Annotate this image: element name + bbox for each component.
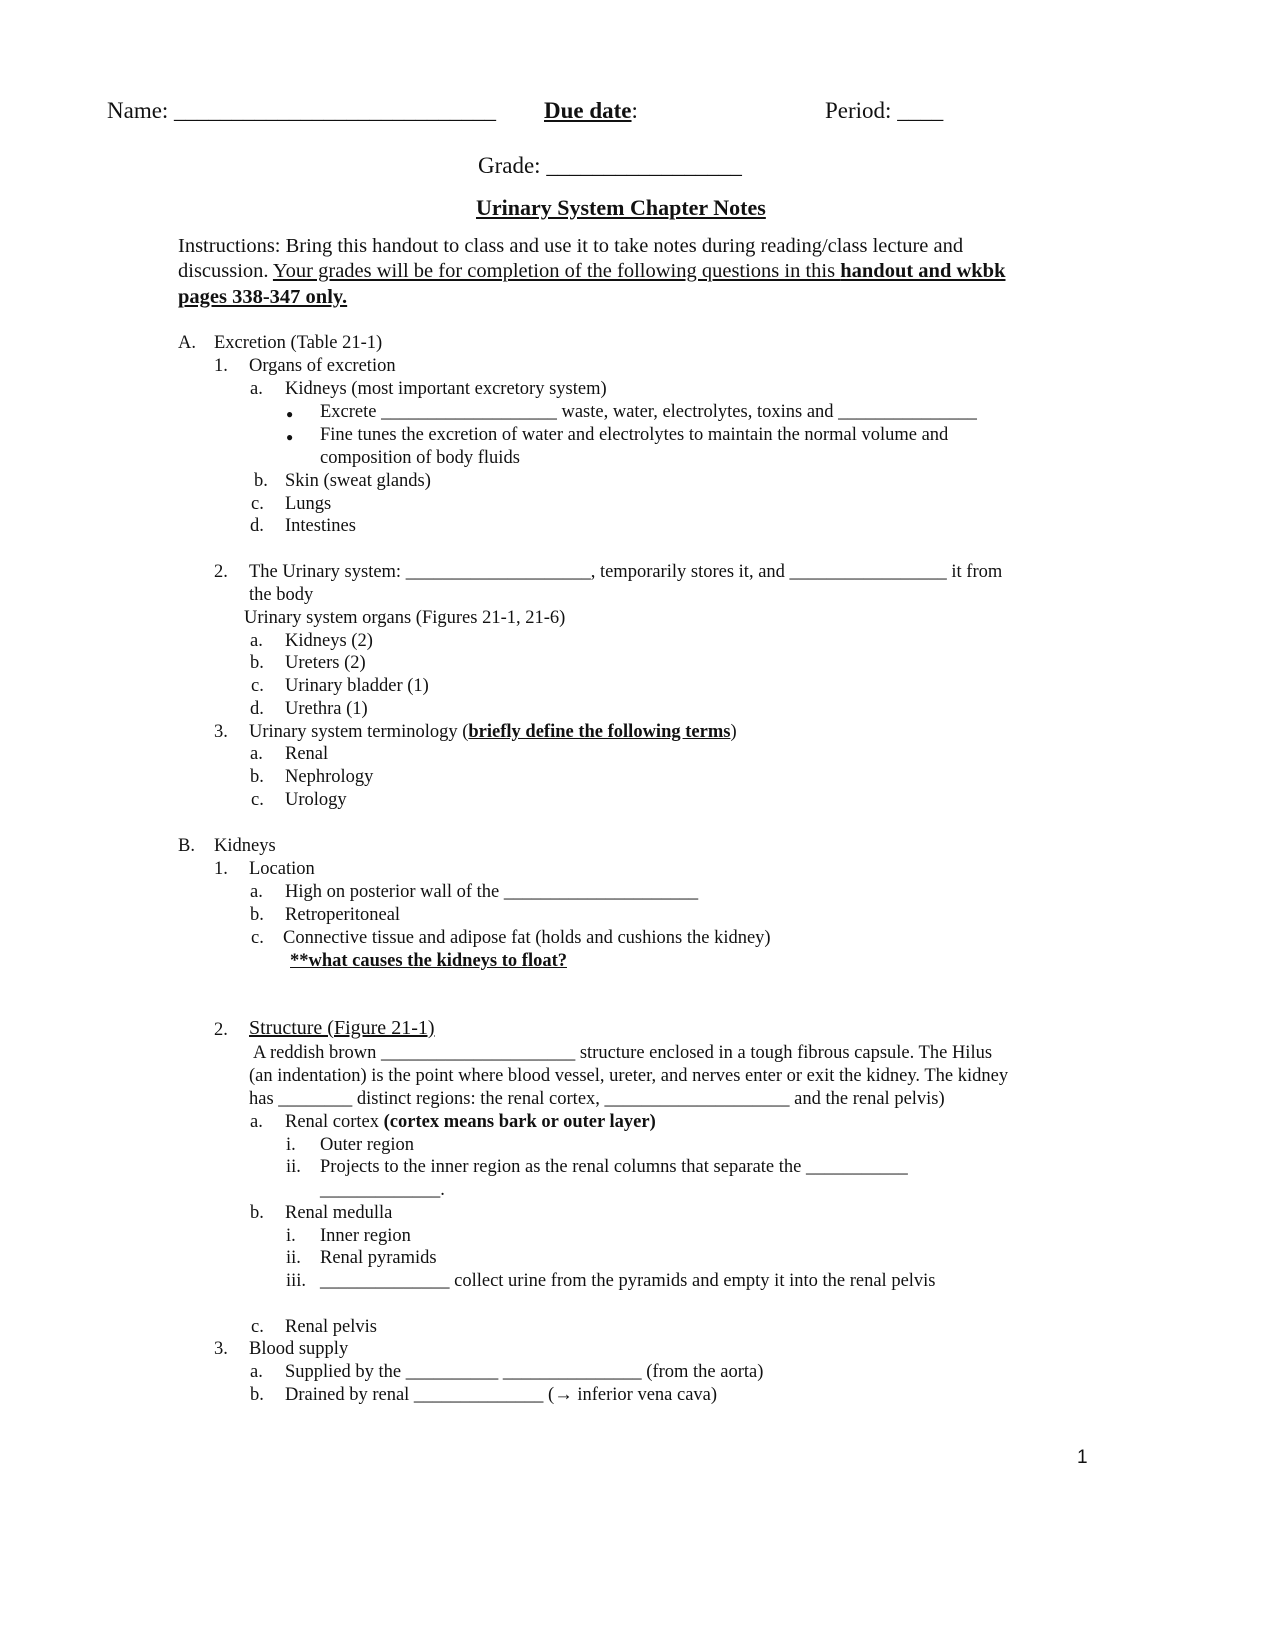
list-item: ______________ collect urine from the pyramids and empty it into the renal pelvis	[320, 1271, 936, 1291]
item-marker: i.	[286, 1226, 296, 1246]
due-date-colon: :	[631, 98, 638, 123]
location-heading: Location	[249, 859, 315, 879]
renal-cortex-definition: (cortex means bark or outer layer)	[383, 1112, 656, 1132]
list-item: Renal pelvis	[285, 1317, 377, 1337]
item-marker: 1.	[214, 859, 228, 879]
list-item: Ureters (2)	[285, 653, 366, 673]
item-marker: iii.	[286, 1271, 307, 1291]
item-marker: i.	[286, 1135, 296, 1155]
item-marker: ii.	[286, 1248, 301, 1268]
item-marker: d.	[250, 516, 264, 536]
list-item: Urology	[285, 790, 347, 810]
page-title: Urinary System Chapter Notes	[476, 195, 766, 220]
bullet-item: Fine tunes the excretion of water and electrolytes to maintain the normal volume and	[320, 425, 949, 445]
blood-supply-heading: Blood supply	[249, 1339, 349, 1359]
item-marker: c.	[251, 1317, 264, 1337]
list-item: Inner region	[320, 1226, 411, 1246]
bullet-item: Excrete ___________________ waste, water, electrolytes, toxins and _______________	[320, 402, 977, 422]
item-marker: 3.	[214, 722, 228, 742]
item-marker: a.	[250, 1362, 263, 1382]
item-marker: c.	[251, 676, 264, 696]
urinary-organs-heading: Urinary system organs (Figures 21-1, 21-6)	[244, 608, 566, 628]
organs-of-excretion-heading: Organs of excretion	[249, 356, 396, 376]
item-marker: a.	[250, 1112, 263, 1132]
list-item: Lungs	[285, 494, 332, 514]
list-item: Kidneys (2)	[285, 631, 373, 651]
item-marker: ii.	[286, 1157, 301, 1177]
instructions-bold: handout and wkbk	[840, 260, 1006, 282]
instructions-line-1: Instructions: Bring this handout to class and use it to take notes during reading/class lecture and	[178, 235, 964, 257]
list-item-continuation: _____________.	[320, 1180, 445, 1200]
list-item: Renal	[285, 744, 329, 764]
item-marker: b.	[254, 471, 268, 491]
list-item: Supplied by the __________ _______________ (from the aorta)	[285, 1362, 764, 1382]
bullet-icon: ●	[286, 430, 294, 444]
name-field-label: Name: ____________________________	[107, 98, 497, 123]
terminology-heading	[249, 722, 737, 743]
period-field-label: Period: ____	[825, 98, 944, 123]
instructions-underlined: Your grades will be for completion of the following questions in this	[272, 260, 841, 282]
list-item: Urethra (1)	[285, 699, 368, 719]
list-item: Retroperitoneal	[285, 905, 401, 925]
due-date-label	[544, 98, 638, 124]
item-marker: a.	[250, 744, 263, 764]
item-marker: b.	[250, 905, 264, 925]
list-item: Connective tissue and adipose fat (holds and cushions the kidney)	[283, 928, 771, 948]
list-item: Intestines	[285, 516, 356, 536]
section-b-title: Kidneys	[214, 836, 276, 856]
list-item: Drained by renal ______________ (→ inferior vena cava)	[285, 1385, 718, 1405]
item-marker: 2.	[214, 1020, 228, 1040]
item-marker: b.	[250, 1385, 264, 1405]
instructions-plain: discussion.	[178, 260, 273, 282]
grade-field-label: Grade: _________________	[478, 153, 742, 178]
section-a-title: Excretion (Table 21-1)	[214, 333, 383, 353]
item-marker: d.	[250, 699, 264, 719]
item-marker: b.	[250, 767, 264, 787]
structure-paragraph-line-2: (an indentation) is the point where blood vessel, ureter, and nerves enter or exit the kidney. The kidney	[249, 1066, 1009, 1086]
instructions-line-2	[178, 260, 1005, 283]
renal-cortex-item	[285, 1112, 656, 1133]
list-item: High on posterior wall of the _____________________	[285, 882, 699, 902]
list-item: Renal pyramids	[320, 1248, 437, 1268]
due-date-text: Due date	[544, 98, 632, 123]
item-marker: 2.	[214, 562, 228, 582]
bullet-item-continuation: composition of body fluids	[320, 448, 520, 468]
list-item: Renal medulla	[285, 1203, 393, 1223]
item-marker: c.	[251, 790, 264, 810]
page-number: 1	[1077, 1447, 1088, 1468]
item-marker: 3.	[214, 1339, 228, 1359]
list-item: Projects to the inner region as the renal columns that separate the ___________	[320, 1157, 908, 1177]
terminology-instruction: briefly define the following terms	[468, 722, 731, 742]
item-marker: a.	[250, 882, 263, 902]
section-b-marker: B.	[178, 836, 195, 856]
terminology-post: )	[730, 722, 737, 742]
structure-paragraph-line-1: A reddish brown _____________________ structure enclosed in a tough fibrous capsule. The Hilus	[253, 1043, 993, 1063]
bullet-icon: ●	[286, 407, 294, 421]
item-marker: c.	[251, 494, 264, 514]
instructions-line-3: pages 338-347 only.	[178, 286, 348, 308]
structure-heading: Structure (Figure 21-1)	[249, 1017, 435, 1039]
terminology-pre: Urinary system terminology (	[249, 722, 469, 742]
item-marker: b.	[250, 1203, 264, 1223]
item-marker: a.	[250, 631, 263, 651]
item-marker: 1.	[214, 356, 228, 376]
urinary-system-line: The Urinary system: ____________________, temporarily stores it, and _________________ it from	[249, 562, 1003, 582]
item-marker: c.	[251, 928, 264, 948]
list-item: Outer region	[320, 1135, 415, 1155]
section-a-marker: A.	[178, 333, 196, 353]
item-marker: a.	[250, 379, 263, 399]
item-marker: b.	[250, 653, 264, 673]
list-item: Urinary bladder (1)	[285, 676, 429, 696]
list-item: Nephrology	[285, 767, 374, 787]
renal-cortex-label: Renal cortex	[285, 1112, 384, 1132]
list-item: Kidneys (most important excretory system)	[285, 379, 607, 399]
structure-paragraph-line-3: has ________ distinct regions: the renal cortex, ____________________ and the renal pelvis)	[249, 1089, 945, 1109]
urinary-system-line-cont: the body	[249, 585, 314, 605]
float-question: **what causes the kidneys to float?	[290, 951, 567, 971]
list-item: Skin (sweat glands)	[285, 471, 431, 491]
